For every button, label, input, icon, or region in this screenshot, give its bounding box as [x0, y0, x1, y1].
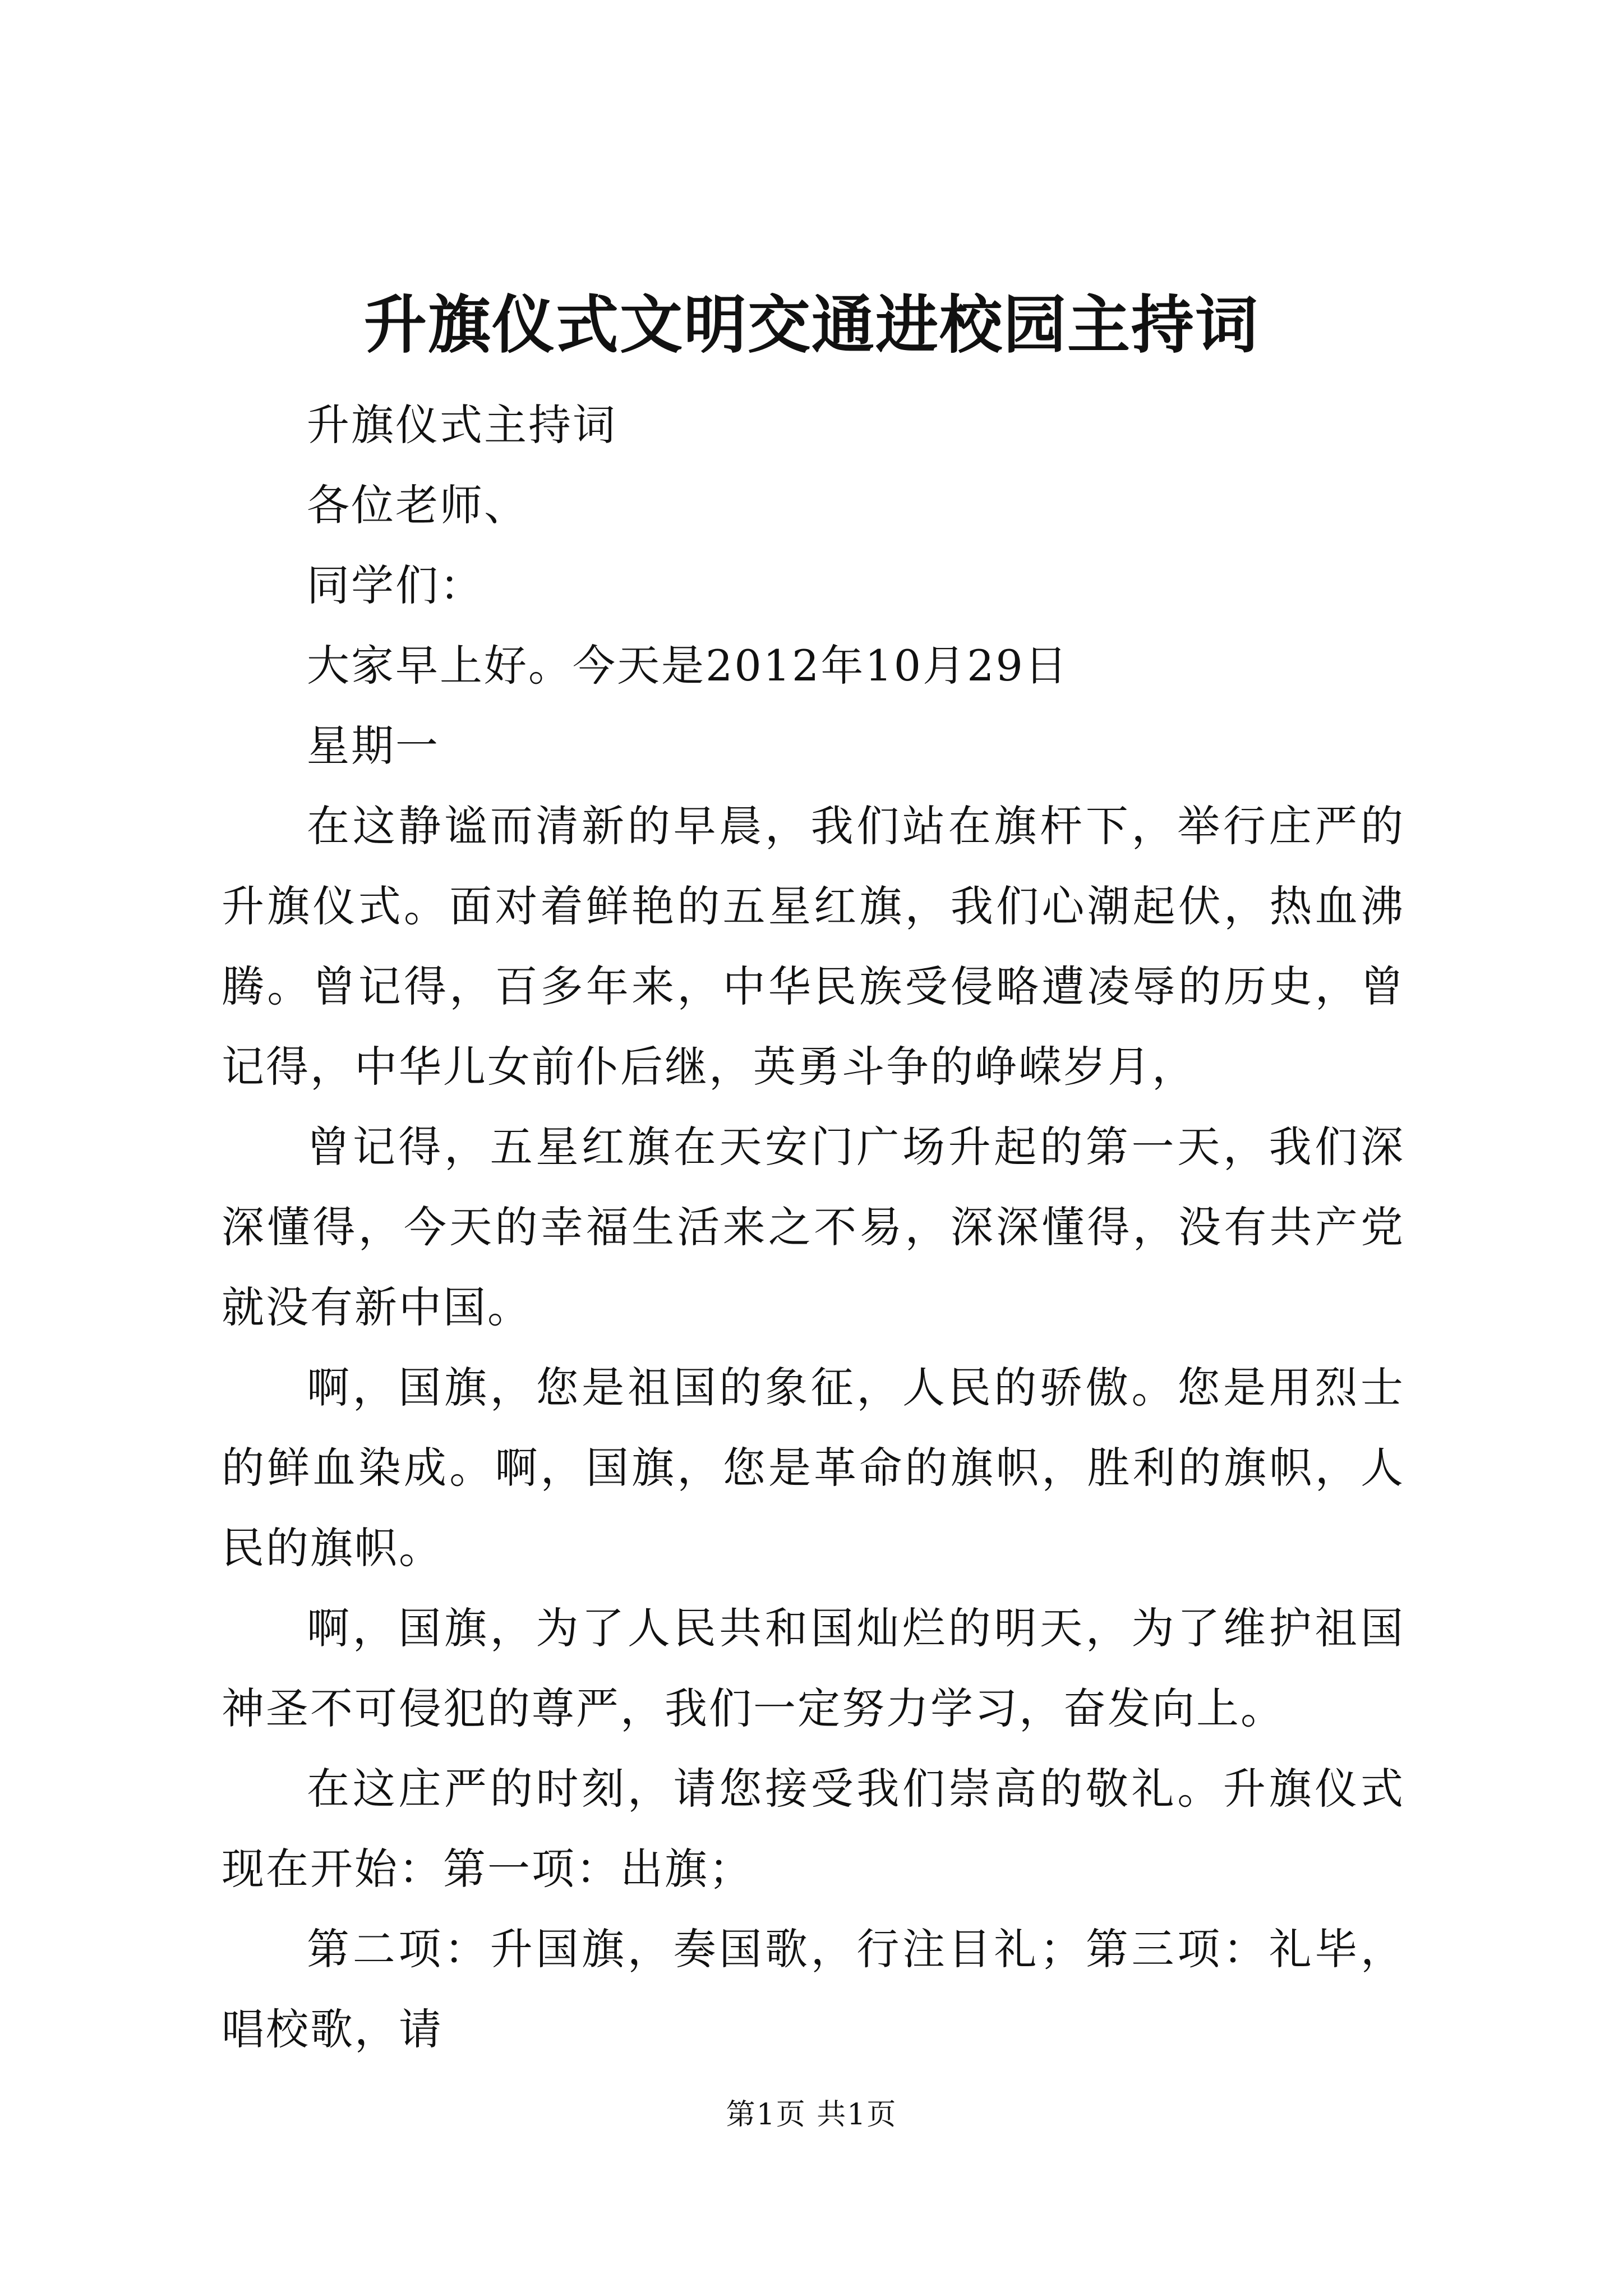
paragraph-heading: 升旗仪式主持词: [307, 400, 617, 450]
paragraph-ceremony-steps: 第二项：升国旗，奏国歌，行注目礼；第三项：礼毕，唱校歌，请: [222, 1924, 1405, 2054]
page-footer: 第1页 共1页: [726, 2098, 897, 2132]
paragraph-morning: 在这静谧而清新的早晨，我们站在旗杆下，举行庄严的升旗仪式。面对着鲜艳的五星红旗，我们心潮起伏，热血沸腾。曾记得，百多年来，中华民族受侵略遭凌辱的历史，曾记得，中华儿女前仆后继，英勇斗争的峥嵘岁月，: [222, 801, 1405, 1092]
paragraph-weekday: 星期一: [307, 721, 440, 771]
paragraph-pledge: 啊，国旗，为了人民共和国灿烂的明天，为了维护祖国神圣不可侵犯的尊严，我们一定努力学习，奋发向上。: [222, 1603, 1405, 1733]
paragraph-greeting-students: 同学们：: [307, 560, 484, 610]
paragraph-flag-symbol: 啊，国旗，您是祖国的象征，人民的骄傲。您是用烈士的鲜血染成。啊，国旗，您是革命的旗帜，胜利的旗帜，人民的旗帜。: [222, 1363, 1405, 1573]
paragraph-ceremony-start: 在这庄严的时刻，请您接受我们崇高的敬礼。升旗仪式现在开始：第一项：出旗；: [222, 1764, 1405, 1894]
paragraph-greeting-teachers: 各位老师、: [307, 480, 528, 530]
document-body: [222, 385, 1405, 2069]
paragraph-date: 大家早上好。今天是2012年10月29日: [307, 641, 1069, 691]
document-title: 升旗仪式文明交通进校园主持词: [364, 288, 1259, 362]
paragraph-remember: 曾记得，五星红旗在天安门广场升起的第一天，我们深深懂得，今天的幸福生活来之不易，深深懂得，没有共产党就没有新中国。: [222, 1122, 1405, 1332]
